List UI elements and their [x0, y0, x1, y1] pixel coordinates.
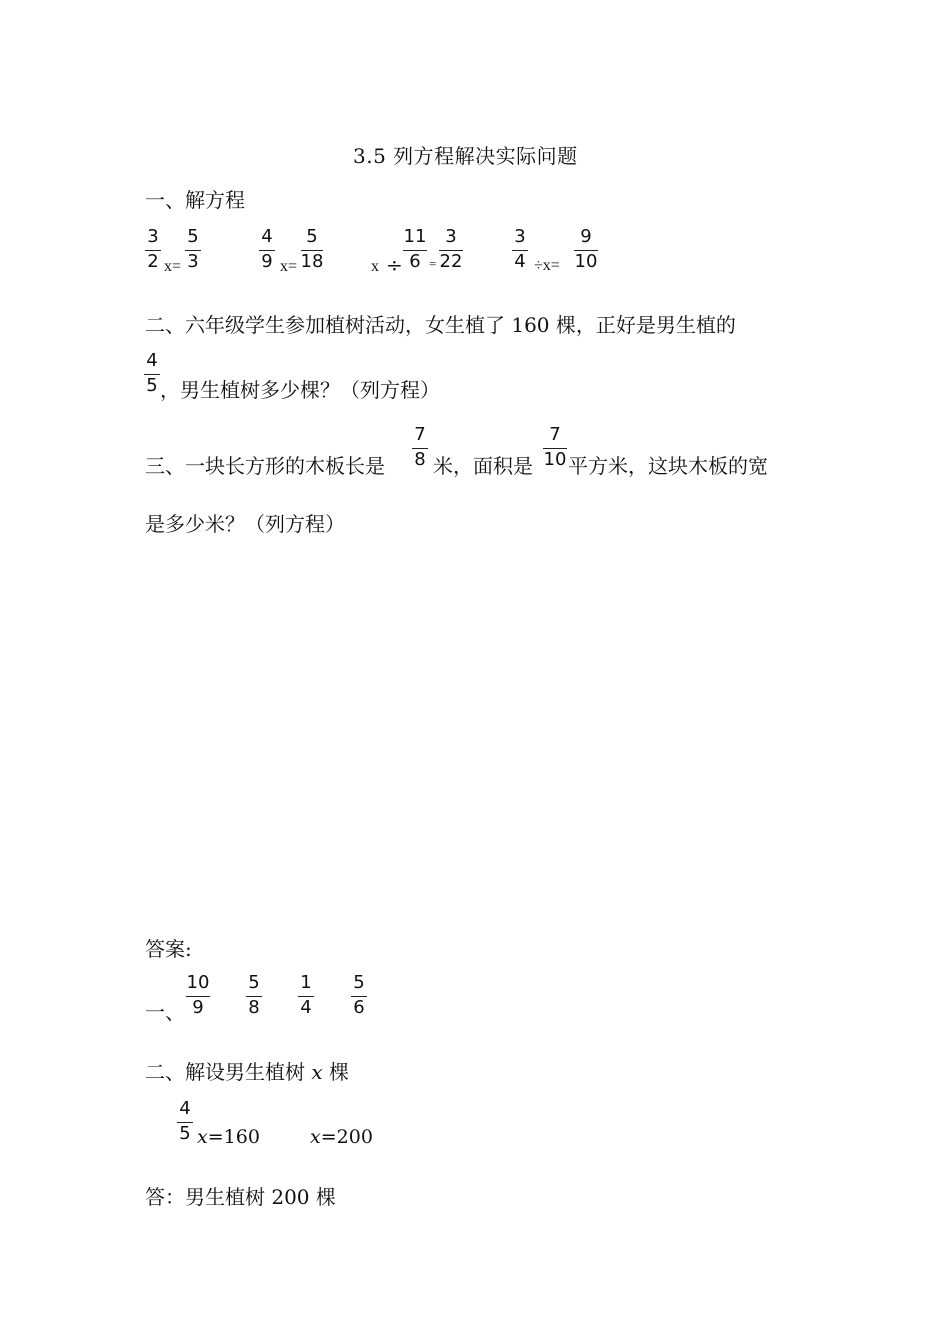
section2-line1: 二、六年级学生参加植树活动，女生植了 160 棵，正好是男生植的: [145, 313, 736, 337]
section1-heading: 一、解方程: [145, 188, 245, 212]
eq1-operator: x=: [164, 258, 182, 275]
eq2-operator: x=: [280, 258, 298, 275]
section2-line2: ，男生植树多少棵？（列方程）: [160, 378, 440, 402]
answers-s2-heading: 二、解设男生植树 x 棵: [145, 1060, 349, 1084]
answers-s2-final: 答：男生植树 200 棵: [145, 1185, 336, 1209]
answers-s1-label: 一、: [145, 1000, 185, 1024]
answers-s2-equation: x=160: [197, 1126, 260, 1148]
eq4-operator: ÷x=: [534, 257, 560, 274]
section3-line2: 是多少米？（列方程）: [145, 512, 345, 536]
answers-s2-solution: x=200: [310, 1126, 373, 1148]
section3-part3: 平方米，这块木板的宽: [568, 454, 768, 478]
page-title: 3.5 列方程解决实际问题: [353, 144, 578, 168]
eq3-divide-sign: ÷: [386, 253, 403, 277]
eq3-variable: x: [371, 258, 379, 275]
section3-part2: 米，面积是: [433, 454, 533, 478]
eq3-equals: =: [429, 256, 437, 271]
section3-part1: 三、一块长方形的木板长是: [145, 454, 385, 478]
answers-heading: 答案:: [145, 937, 192, 961]
